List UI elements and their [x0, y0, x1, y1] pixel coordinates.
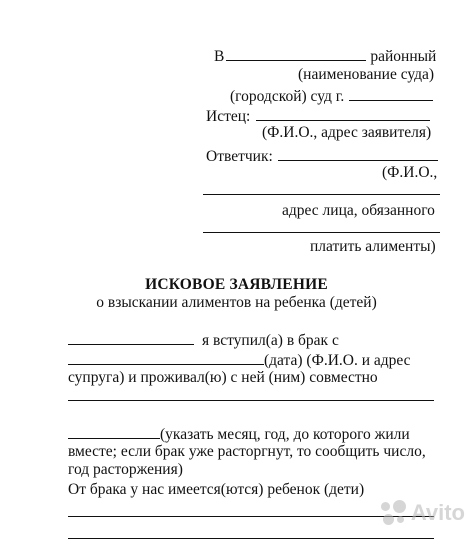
- defendant-line: [206, 146, 438, 166]
- plaintiff-line: [206, 106, 430, 126]
- defendant-blank: [278, 146, 438, 161]
- plaintiff-blank: [256, 106, 430, 121]
- avito-watermark: [381, 500, 465, 526]
- body-line-2: [68, 350, 411, 370]
- body-text-3: супруга) и проживал(ю) с ней (ним) совместно: [68, 369, 378, 386]
- body-text-8: От брака у нас имеется(ются) ребенок (дети): [68, 481, 365, 498]
- court-line: [214, 46, 436, 66]
- avito-watermark-text: Avito: [410, 500, 465, 525]
- body-rule-10: [68, 538, 434, 539]
- city-line: [230, 86, 433, 106]
- document-subtitle: о взыскании алиментов на ребенка (детей): [96, 294, 377, 311]
- plaintiff-label: Истец:: [206, 108, 251, 125]
- city-prefix: (городской) суд г.: [230, 88, 345, 105]
- body-text-6: вместе; если брак уже расторгнут, то сообщить число,: [68, 443, 426, 460]
- defendant-addr-hint: адрес лица, обязанного: [282, 202, 435, 219]
- body-blank-5: [68, 424, 160, 439]
- body-blank-2: [68, 350, 264, 365]
- body-text-2: (дата) (Ф.И.О. и адрес: [264, 352, 411, 369]
- plaintiff-hint: (Ф.И.О., адрес заявителя): [262, 124, 432, 141]
- defendant-addr-rule: [203, 232, 440, 233]
- body-text-7: год расторжения): [68, 461, 183, 478]
- court-hint: (наименование суда): [298, 66, 435, 83]
- defendant-hint: (Ф.И.О.,: [382, 164, 438, 181]
- court-blank: [226, 46, 366, 61]
- body-blank-1: [68, 330, 194, 345]
- body-rule-9: [68, 516, 434, 517]
- defendant-pay-hint: платить алименты): [310, 238, 436, 255]
- court-suffix: районный: [370, 48, 437, 65]
- court-prefix: В: [214, 48, 225, 65]
- body-text-1: я вступил(а) в брак с: [202, 332, 339, 349]
- body-text-5: (указать месяц, год, до которого жили: [160, 426, 410, 443]
- city-blank: [349, 86, 433, 101]
- defendant-name-rule: [203, 194, 440, 195]
- document-title: ИСКОВОЕ ЗАЯВЛЕНИЕ: [145, 276, 328, 293]
- body-rule-4: [68, 400, 434, 401]
- defendant-label: Ответчик:: [206, 148, 273, 165]
- body-line-5: [68, 424, 410, 444]
- avito-logo-icon: [381, 500, 407, 526]
- body-line-1: [68, 330, 339, 350]
